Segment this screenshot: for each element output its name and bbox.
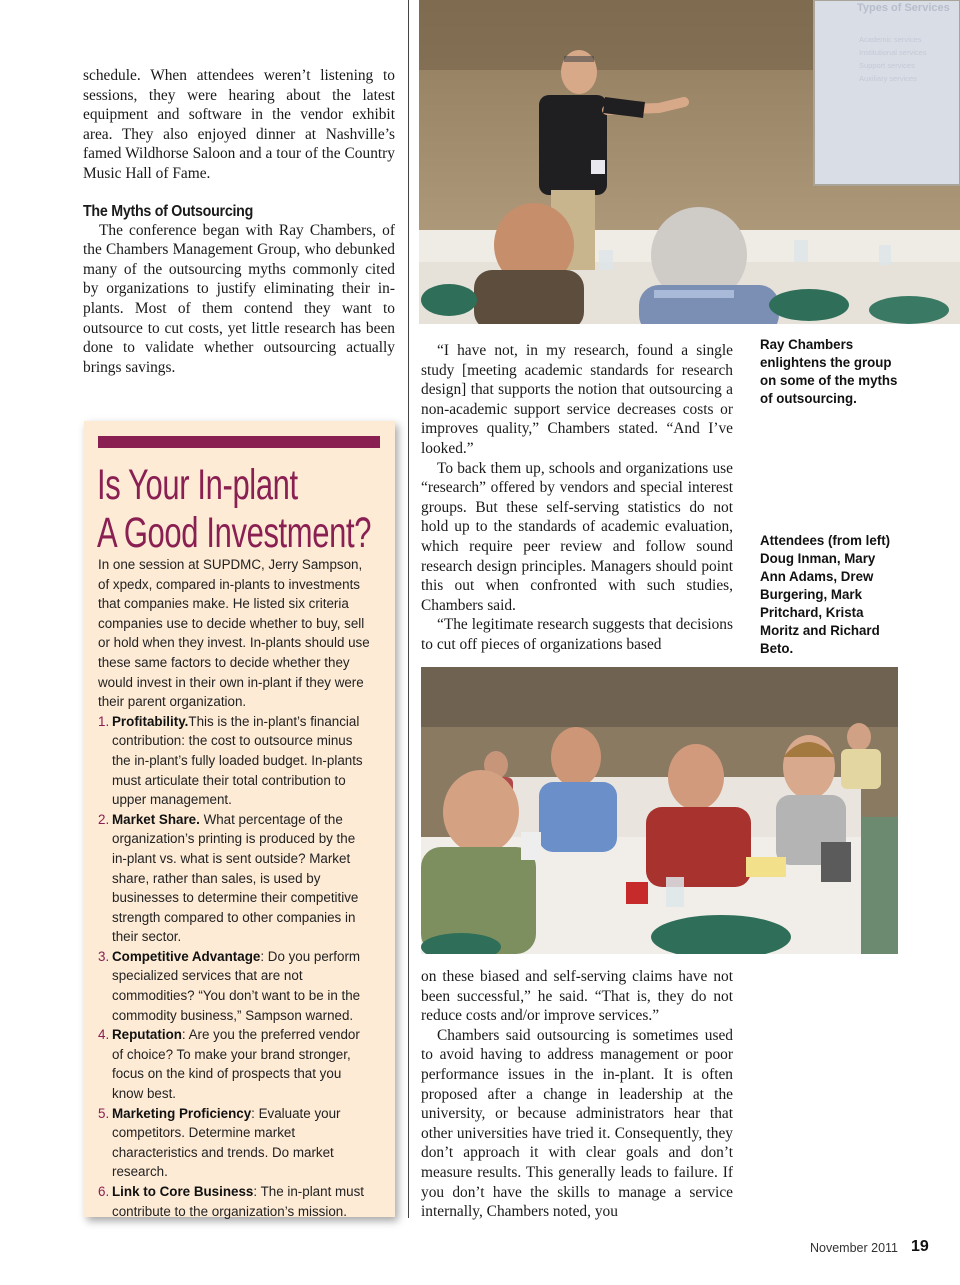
- sidebar-accent-bar: [98, 436, 380, 448]
- item-text: : Are you the preferred vendor of choice? To make your brand stronger, focus on the kind of prospects that you know best.: [112, 1027, 360, 1102]
- slide-bullet: Support services: [859, 61, 915, 70]
- item-number: 5.: [98, 1105, 110, 1121]
- research-paragraph: To back them up, schools and organizations use “research” offered by vendors and special interest groups. But these self-serving statistics do not hold up to the standards of academic evaluation, which require peer review and follow sound research design principles. Managers should point this out when confronted with such studies, Chambers said.: [421, 459, 733, 614]
- item-term: Profitability.: [112, 713, 189, 729]
- item-number: 1.: [98, 713, 110, 729]
- criteria-item: [98, 810, 370, 947]
- slide-title: Types of Services: [857, 2, 950, 14]
- criteria-item: [98, 712, 370, 810]
- slide-bullet: Institutional services: [859, 48, 927, 57]
- item-term: Competitive Advantage: [112, 948, 261, 964]
- item-term: Link to Core Business: [112, 1184, 254, 1199]
- section-subheading: The Myths of Outsourcing: [83, 202, 254, 220]
- attendees-photo: [421, 667, 898, 954]
- item-text: This is the in-plant’s financial contribution: the cost to outsource minus the in-plant’s fully loaded budget. In-plants must articulate their total contribution to upper management.: [112, 713, 363, 808]
- item-text: : Do you perform specialized services that are not commodities? “You don’t want to be in the commodity business,” Sampson warned.: [112, 948, 361, 1023]
- quote-paragraph: “I have not, in my research, found a single study [meeting academic standards for research design] that supports the notion that outsourcing a non-academic support service decreases costs or improves quality,” Chambers stated. “And I’ve looked.”: [421, 342, 733, 457]
- sidebar-title-line2: A Good Investment?: [97, 509, 372, 557]
- item-term: Marketing Proficiency: [112, 1105, 252, 1121]
- item-number: 3.: [98, 948, 110, 964]
- caption-attendees: Attendees (from left) Doug Inman, Mary Ann Adams, Drew Burgering, Mark Pritchard, Krista Moritz and Richard Beto.: [760, 532, 891, 656]
- sidebar-title-line1: Is Your In-plant: [97, 461, 298, 509]
- slide-bullet: Academic services: [859, 35, 922, 44]
- footer-date: November 2011: [810, 1241, 899, 1255]
- middle-column-bottom: [421, 967, 733, 1222]
- item-number: 2.: [98, 811, 110, 827]
- criteria-item: [98, 1104, 370, 1182]
- criteria-item: [98, 947, 370, 1025]
- item-text: What percentage of the organization’s printing is produced by the in-plant vs. what is sent outside? Market share, rather than sales, is used by businesses to determine their competitive strength compared to other companies in their sector.: [112, 811, 359, 945]
- legitimate-paragraph: “The legitimate research suggests that decisions to cut off pieces of organizations based: [421, 616, 733, 653]
- sidebar-title: [97, 461, 372, 557]
- item-number: 6.: [98, 1184, 110, 1199]
- page-number: 19: [911, 1238, 929, 1255]
- criteria-item: [98, 1182, 370, 1221]
- sidebar-intro: In one session at SUPDMC, Jerry Sampson, of xpedx, compared in-plants to investments that companies make. He listed six criteria companies use to decide whether to buy, sell or hold when they invest. In-plants should use these same factors to decide whether they would invest in their own in-plant if they were their parent organization.: [98, 557, 370, 710]
- intro-paragraph: schedule. When attendees weren’t listening to sessions, they were hearing about the latest equipment and software in the vendor exhibit area. They also enjoyed dinner at Nashville’s famed Wildhorse Saloon and a tour of the Country Music Hall of Fame.: [83, 67, 395, 182]
- sidebar-body: [98, 555, 370, 1221]
- sidebar-box: [84, 421, 395, 1217]
- middle-column-top: [421, 341, 733, 655]
- column-divider: [408, 0, 409, 1218]
- left-column: [83, 66, 395, 377]
- item-text: : The in-plant must contribute to the organization’s mission.: [112, 1184, 365, 1219]
- criteria-list: [98, 712, 370, 1221]
- management-paragraph: Chambers said outsourcing is sometimes used to avoid having to address management or poor performance issues in the in-plant. It is often proposed after a change in leadership at the university, or because administrators hear that other universities have tried it. Consequently, they don’t approach it with clear goals and don’t measure results. This generally leads to failure. If you don’t have the skills to manage a service internally, Chambers noted, you: [421, 1026, 733, 1221]
- item-text: : Evaluate your competitors. Determine market characteristics and trends. Do market research.: [112, 1105, 341, 1180]
- caption-speaker: Ray Chambers enlightens the group on some of the myths of outsourcing.: [760, 336, 898, 406]
- myths-paragraph: The conference began with Ray Chambers, of the Chambers Management Group, who debunked many of the outsourcing myths commonly cited by organizations to justify eliminating their in-plants. Most of them contend they want to outsource to cut costs, yet little research has been done to validate whether outsourcing actually brings savings.: [83, 221, 395, 376]
- item-term: Market Share.: [112, 811, 200, 827]
- slide-bullet: Auxiliary services: [859, 74, 917, 83]
- continuation-paragraph: on these biased and self-serving claims have not been successful,” he said. “That is, they do not reduce costs and/or improve services.”: [421, 968, 733, 1025]
- item-number: 4.: [98, 1027, 110, 1043]
- speaker-photo: [419, 0, 960, 324]
- criteria-item: [98, 1025, 370, 1103]
- item-term: Reputation: [112, 1027, 182, 1043]
